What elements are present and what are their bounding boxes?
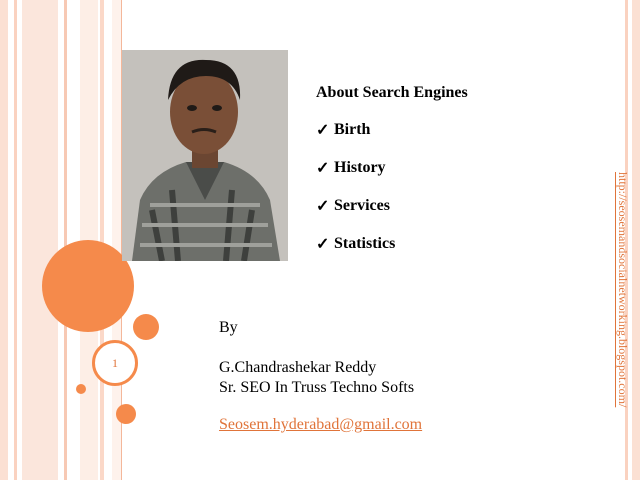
decor-stripe-right: [632, 0, 640, 480]
author-name: G.Chandrashekar Reddy: [219, 359, 377, 376]
blog-url-link[interactable]: http://seosemandsocialnetworking.blogspot.com/: [616, 172, 630, 408]
person-photo-icon: [122, 50, 288, 261]
check-icon: ✓: [316, 198, 330, 215]
check-icon: ✓: [316, 236, 330, 253]
decor-circle-large: [42, 240, 134, 332]
author-block: [219, 318, 422, 434]
check-icon: ✓: [316, 160, 330, 177]
author-photo: [122, 50, 288, 261]
topic-label: Birth: [334, 121, 371, 138]
page-number: 1: [112, 355, 118, 370]
topic-label: History: [334, 159, 386, 176]
decor-circle-tiny: [76, 384, 86, 394]
decor-circle-small: [116, 404, 136, 424]
decor-circle-medium: [133, 314, 159, 340]
decor-stripe: [0, 0, 8, 480]
decor-stripe: [22, 0, 58, 480]
topic-item-statistics: [316, 234, 556, 254]
topic-item-services: [316, 196, 556, 216]
check-icon: ✓: [316, 122, 330, 139]
decor-stripe: [64, 0, 67, 480]
page-number-badge: [92, 340, 138, 386]
topics-list: [316, 84, 556, 272]
topic-label: Services: [334, 197, 390, 214]
author-title: Sr. SEO In Truss Techno Softs: [219, 379, 415, 396]
topic-item-birth: [316, 120, 556, 140]
by-label: By: [219, 319, 238, 336]
topic-item-history: [316, 158, 556, 178]
topic-label: Statistics: [334, 235, 396, 252]
decor-stripe: [100, 0, 104, 480]
topics-title: About Search Engines: [316, 84, 468, 101]
email-link[interactable]: Seosem.hyderabad@gmail.com: [219, 416, 423, 433]
decor-stripe: [14, 0, 17, 480]
